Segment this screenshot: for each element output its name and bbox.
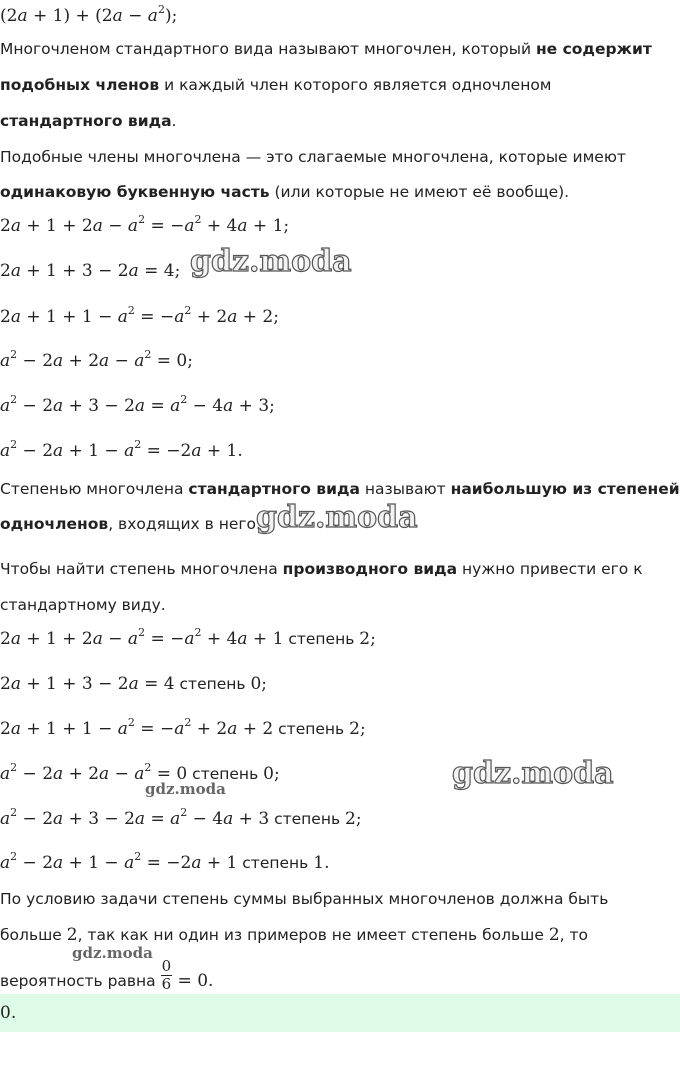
fraction-zero-over-six: $\frac{0}{6}$ xyxy=(161,957,172,993)
text: и каждый член которого является одночленом xyxy=(159,76,552,94)
watermark: gdz.moda xyxy=(452,756,614,791)
equation-5: $a^2 - 2a + 3 - 2a = a^2 - 4a + 3$; xyxy=(0,393,275,416)
degree-label: степень xyxy=(187,765,264,783)
definition-similar-terms-line2 xyxy=(0,182,569,202)
condition-line1 xyxy=(0,889,608,909)
text: вероятность равна xyxy=(0,972,161,990)
bold-text: одинаковую буквенную часть xyxy=(0,183,270,201)
text: Чтобы найти степень многочлена xyxy=(0,560,283,578)
result: = 0. xyxy=(172,971,214,991)
bold-text: стандартного вида xyxy=(188,480,360,498)
degree-equation-6: $a^2 - 2a + 1 - a^2 = -2a + 1$ степень 1. xyxy=(0,850,330,873)
text: (или которые не имеют её вообще). xyxy=(269,183,570,201)
watermark: gdz.moda xyxy=(190,244,352,279)
text: Подобные члены многочлена — это слагаемые многочлена, которые имеют xyxy=(0,148,626,166)
definition-standard-form-line2 xyxy=(0,75,552,95)
text: , так как ни один из примеров не имеет степень больше xyxy=(77,926,549,944)
text: больше xyxy=(0,926,67,944)
degree-label: степень xyxy=(174,675,251,693)
definition-similar-terms-line1 xyxy=(0,147,626,167)
bold-text: подобных членов xyxy=(0,76,160,94)
bold-text: наибольшую из степеней xyxy=(450,480,680,498)
degree-label: степень xyxy=(273,720,350,738)
text: , входящих в него. xyxy=(108,515,261,533)
equation-6: $a^2 - 2a + 1 - a^2 = -2a + 1$. xyxy=(0,438,243,461)
degree-label: степень xyxy=(237,854,314,872)
text: , то xyxy=(559,926,589,944)
text: По условию задачи степень суммы выбранных многочленов должна быть xyxy=(0,890,609,908)
equation-4: $a^2 - 2a + 2a - a^2 = 0$; xyxy=(0,348,193,371)
definition-standard-form-line3 xyxy=(0,111,176,131)
equation-1: $2a + 1 + 2a - a^2 = -a^2 + 4a + 1$; xyxy=(0,213,290,236)
watermark: gdz.moda xyxy=(256,500,418,535)
equation-3: $2a + 1 + 1 - a^2 = -a^2 + 2a + 2$; xyxy=(0,304,279,327)
answer-box xyxy=(0,994,680,1032)
degree-equation-4: $a^2 - 2a + 2a - a^2 = 0$ степень 0; xyxy=(0,761,280,784)
degree-label: степень xyxy=(269,810,346,828)
bold-text: одночленов xyxy=(0,515,109,533)
bold-text: стандартного вида xyxy=(0,112,172,130)
bold-text: производного вида xyxy=(282,560,458,578)
watermark-small: gdz.moda xyxy=(145,780,226,798)
expression-sum: $(2a + 1) + (2a - a^2)$; xyxy=(0,3,178,26)
instruction-line2 xyxy=(0,595,166,615)
degree-equation-5: $a^2 - 2a + 3 - 2a = a^2 - 4a + 3$ степень 2; xyxy=(0,806,362,829)
bold-text: не содержит xyxy=(535,40,652,58)
text: нужно привести его к xyxy=(457,560,643,578)
definition-degree-line1 xyxy=(0,479,680,499)
degree-equation-3: $2a + 1 + 1 - a^2 = -a^2 + 2a + 2$ степень 2; xyxy=(0,716,366,739)
text: Многочленом стандартного вида называют многочлен, который xyxy=(0,40,536,58)
definition-degree-line2 xyxy=(0,514,261,534)
definition-standard-form-line1 xyxy=(0,39,652,59)
instruction-line1 xyxy=(0,559,643,579)
answer-value: 0. xyxy=(0,1003,17,1023)
equation-2: 2a + 1 + 3 − 2a = 4; xyxy=(0,261,181,281)
degree-label: степень xyxy=(283,630,360,648)
text: называют xyxy=(359,480,451,498)
watermark-small: gdz.moda xyxy=(72,944,153,962)
text: Степенью многочлена xyxy=(0,480,189,498)
condition-line2: больше 2, так как ни один из примеров не имеет степень больше 2, то xyxy=(0,925,589,945)
degree-equation-1: $2a + 1 + 2a - a^2 = -a^2 + 4a + 1$ степень 2; xyxy=(0,626,376,649)
degree-equation-2: 2a + 1 + 3 − 2a = 4 степень 0; xyxy=(0,674,268,694)
text: стандартному виду. xyxy=(0,596,166,614)
text: . xyxy=(171,112,177,130)
